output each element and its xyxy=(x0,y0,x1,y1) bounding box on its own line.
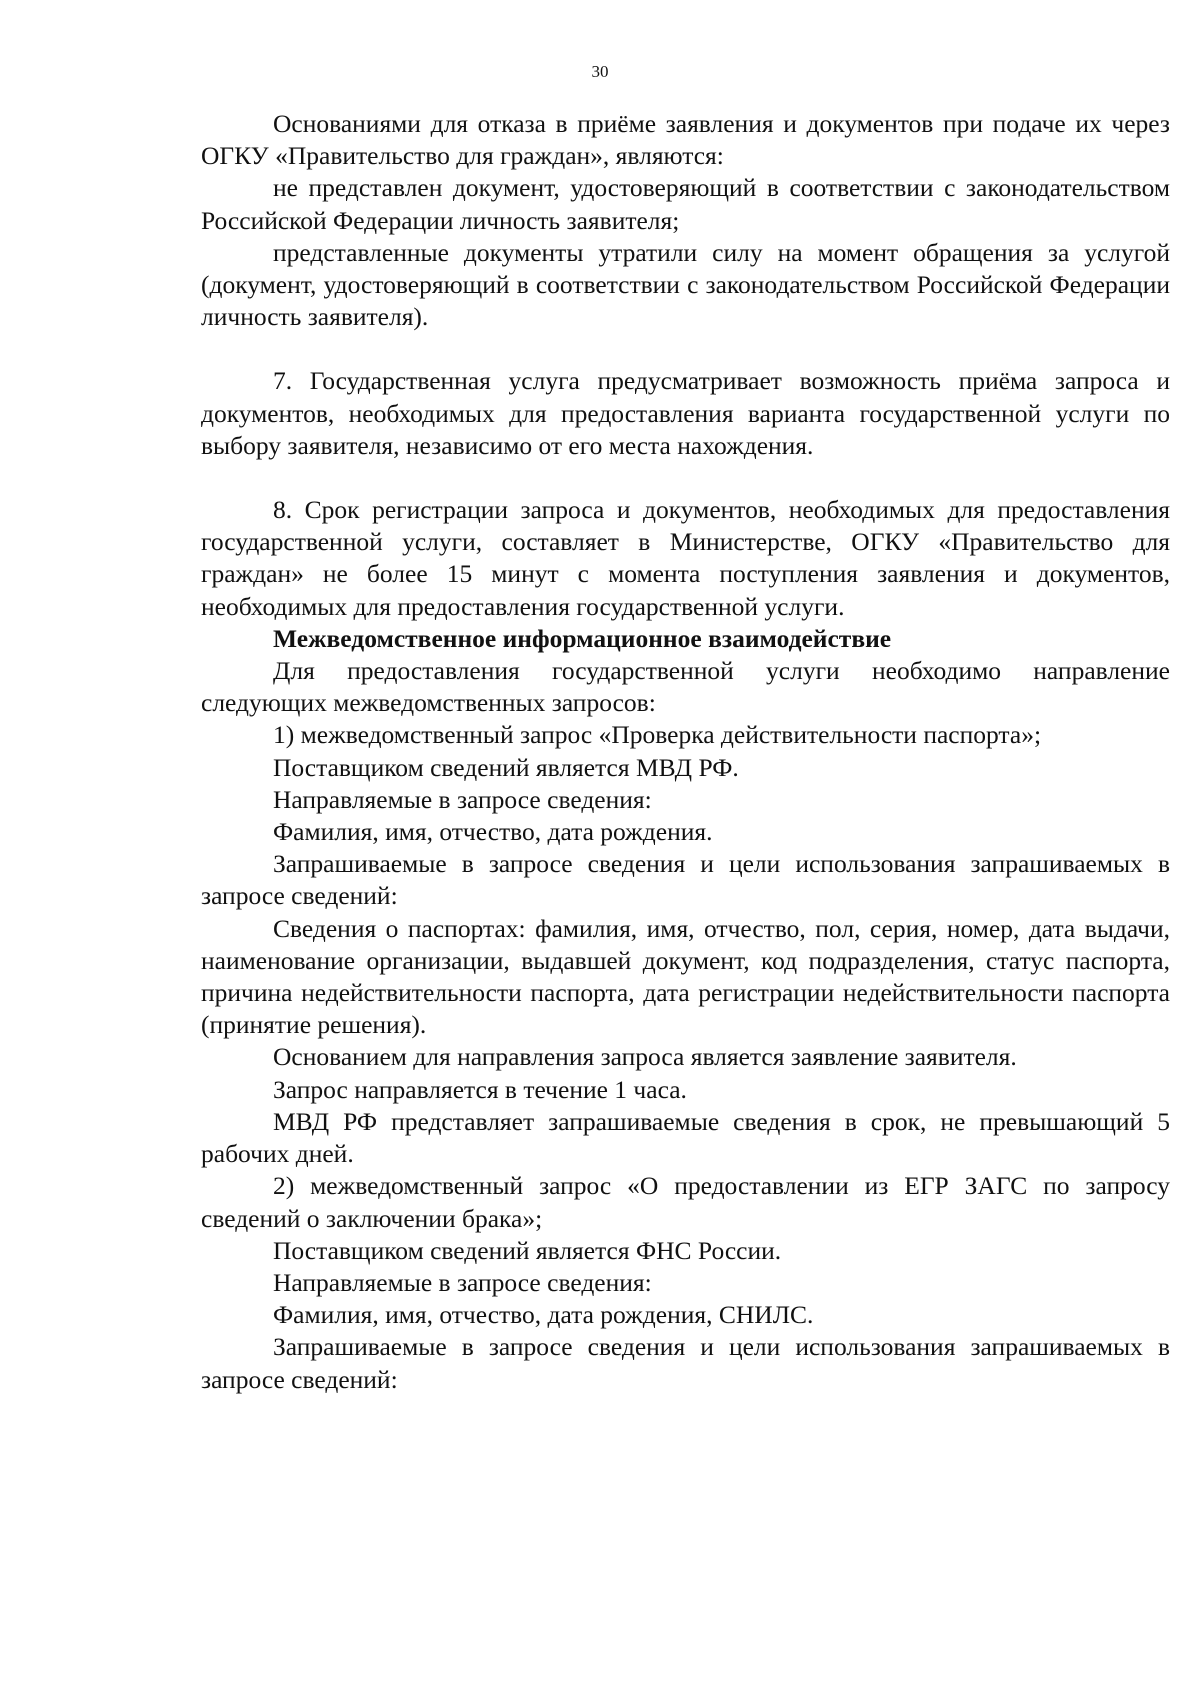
paragraph-expired-documents: представленные документы утратили силу на момент обращения за услугой (документ, удостоверяющий в соответствии с законодательством Российской Федерации личность заявителя). xyxy=(201,237,1170,332)
paragraph-item-7: 7. Государственная услуга предусматривает возможность приёма запроса и документов, необходимых для предоставления варианта государственной услуги по выбору заявителя, независимо от его места нахождения. xyxy=(201,366,1170,460)
paragraph-request-2: 2) межведомственный запрос «О предоставлении из ЕГР ЗАГС по запросу сведений о заключении брака»; xyxy=(201,1171,1170,1233)
paragraph-no-identity-document: не представлен документ, удостоверяющий в соответствии с законодательством Российской Федерации личность заявителя; xyxy=(201,173,1170,235)
paragraph-sent-data-2: Фамилия, имя, отчество, дата рождения, СНИЛС. xyxy=(273,1300,814,1330)
document-body xyxy=(201,108,1170,1396)
paragraph-item-8: 8. Срок регистрации запроса и документов, необходимых для предоставления государственной услуги, составляет в Министерстве, ОГКУ «Правительство для граждан» не более 15 минут с момента поступления заявления и документов, необходимых для предоставления государственной услуги. xyxy=(201,495,1170,621)
paragraph-request-timing: Запрос направляется в течение 1 часа. xyxy=(273,1074,687,1104)
paragraph-request-1: 1) межведомственный запрос «Проверка действительности паспорта»; xyxy=(273,720,1042,750)
paragraph-mvd-deadline: МВД РФ представляет запрашиваемые сведения в срок, не превышающий 5 рабочих дней. xyxy=(201,1106,1170,1169)
paragraph-sent-data-label-1: Направляемые в запросе сведения: xyxy=(273,784,652,814)
paragraph-provider-mvd: Поставщиком сведений является МВД РФ. xyxy=(273,752,739,782)
page-number: 30 xyxy=(591,62,609,81)
paragraph-passport-data: Сведения о паспортах: фамилия, имя, отчество, пол, серия, номер, дата выдачи, наименование организации, выдавшей документ, код подразделения, статус паспорта, причина недействительности паспорта, дата регистрации недействительности паспорта (принятие решения). xyxy=(201,913,1170,1040)
paragraph-refusal-grounds: Основаниями для отказа в приёме заявления и документов при подаче их через ОГКУ «Правительство для граждан», являются: xyxy=(201,109,1170,171)
paragraph-sent-data-1: Фамилия, имя, отчество, дата рождения. xyxy=(273,817,713,847)
paragraph-sent-data-label-2: Направляемые в запросе сведения: xyxy=(273,1267,652,1297)
paragraph-provider-fns: Поставщиком сведений является ФНС России. xyxy=(273,1235,782,1265)
paragraph-requested-data-label-2: Запрашиваемые в запросе сведения и цели использования запрашиваемых в запросе сведений: xyxy=(201,1332,1170,1394)
section-heading: Межведомственное информационное взаимодействие xyxy=(273,623,892,653)
paragraph-interagency-intro: Для предоставления государственной услуги необходимо направление следующих межведомственных запросов: xyxy=(201,656,1170,718)
paragraph-request-basis: Основанием для направления запроса является заявление заявителя. xyxy=(273,1042,1017,1072)
paragraph-requested-data-label-1: Запрашиваемые в запросе сведения и цели использования запрашиваемых в запросе сведений: xyxy=(201,849,1170,911)
